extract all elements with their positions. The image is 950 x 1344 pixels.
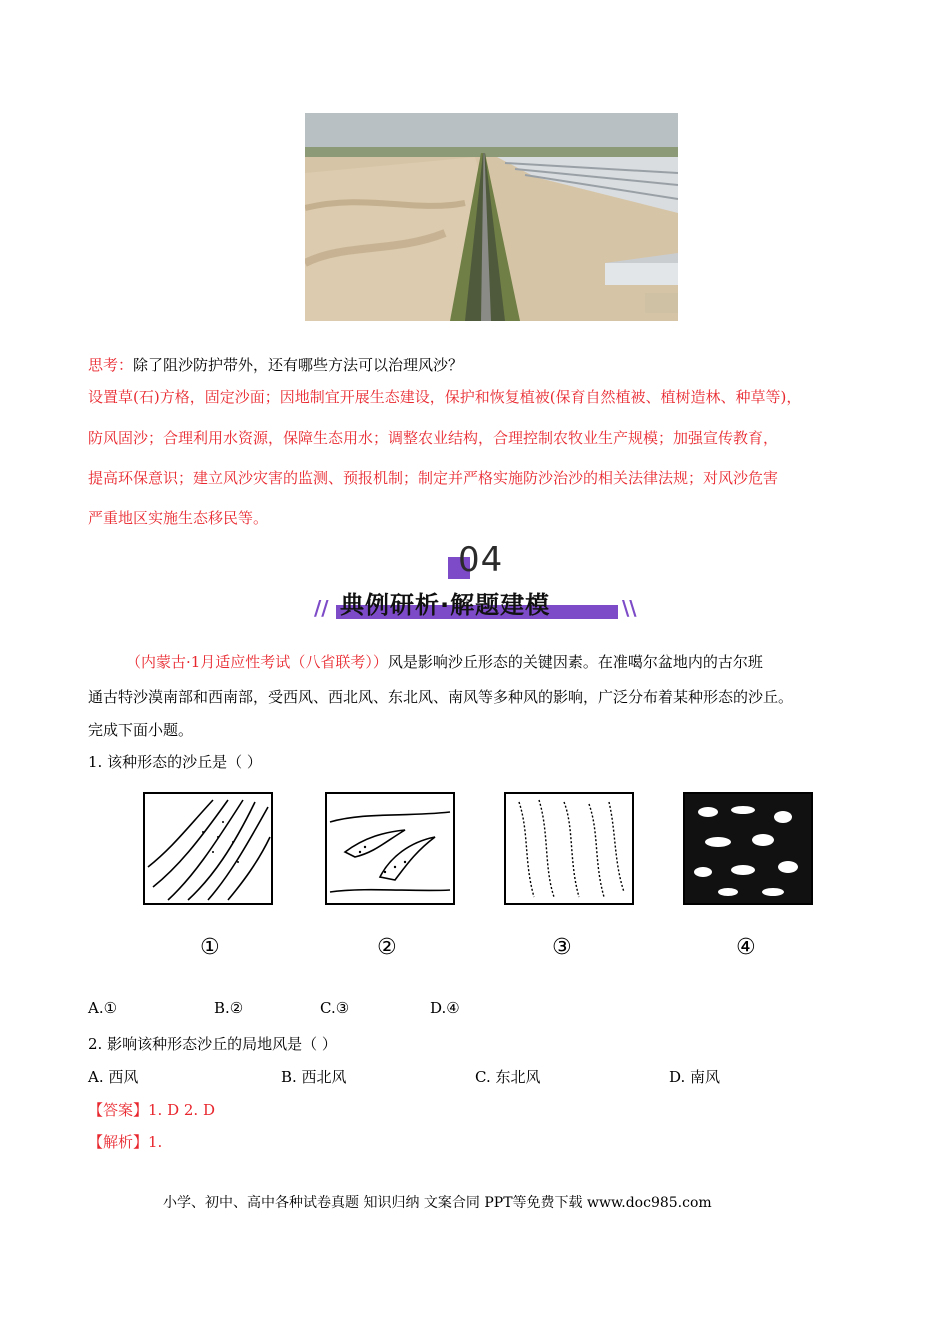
q2-option-a: A. 西风 bbox=[88, 1068, 139, 1086]
dune-sketch-3 bbox=[504, 792, 634, 905]
passage-line-2: 通古特沙漠南部和西南部，受西风、西北风、东北风、南风等多种风的影响，广泛分布着某种形态的沙丘。 bbox=[88, 688, 794, 706]
question-1-stem: 1. 该种形态的沙丘是（ ） bbox=[88, 753, 262, 771]
analysis-line bbox=[88, 1131, 162, 1152]
page-footer: 小学、初中、高中各种试卷真题 知识归纳 文案合同 PPT等免费下载 www.doc985.com bbox=[163, 1195, 712, 1211]
think-label: 思考： bbox=[88, 356, 134, 374]
passage-line-1 bbox=[126, 651, 763, 672]
dune-label-3: ③ bbox=[552, 935, 572, 960]
analysis-label: 【解析】 bbox=[88, 1133, 149, 1151]
think-answer-line-1: 设置草(石)方格，固定沙面；因地制宜开展生态建设，保护和恢复植被(保育自然植被、植树造林、种草等)， bbox=[88, 388, 802, 406]
q2-option-d: D. 南风 bbox=[669, 1068, 721, 1086]
q1-option-a: A.① bbox=[88, 999, 118, 1017]
analysis-text: 1. bbox=[148, 1133, 163, 1151]
desert-shelterbelt-photo bbox=[305, 113, 678, 321]
think-prompt bbox=[88, 354, 463, 375]
dune-label-2: ② bbox=[377, 935, 397, 960]
think-question: 除了阻沙防护带外，还有哪些方法可以治理风沙？ bbox=[133, 356, 464, 374]
dune-sketch-4 bbox=[683, 792, 813, 905]
dune-sketch-2 bbox=[325, 792, 455, 905]
section-number: 04 bbox=[458, 540, 504, 580]
passage-source: （内蒙古·1月适应性考试（八省联考）） bbox=[126, 653, 388, 671]
answer-text: 1. D 2. D bbox=[148, 1101, 215, 1119]
answer-label: 【答案】 bbox=[88, 1101, 149, 1119]
think-answer-line-2: 防风固沙；合理利用水资源，保障生态用水；调整农业结构，合理控制农牧业生产规模；加强宣传教育， bbox=[88, 429, 779, 447]
passage-intro: 风是影响沙丘形态的关键因素。在准噶尔盆地内的古尔班 bbox=[387, 653, 763, 671]
q1-option-d: D.④ bbox=[430, 999, 460, 1017]
q1-option-b: B.② bbox=[214, 999, 244, 1017]
q1-option-c: C.③ bbox=[320, 999, 350, 1017]
q2-option-c: C. 东北风 bbox=[475, 1068, 541, 1086]
section-deco-left: // bbox=[314, 596, 329, 620]
think-answer-line-4: 严重地区实施生态移民等。 bbox=[88, 509, 269, 527]
q2-option-b: B. 西北风 bbox=[281, 1068, 347, 1086]
dune-sketch-1 bbox=[143, 792, 273, 905]
answer-line bbox=[88, 1099, 215, 1120]
section-title: 典例研析·解题建模 bbox=[340, 591, 551, 619]
think-answer-line-3: 提高环保意识；建立风沙灾害的监测、预报机制；制定并严格实施防沙治沙的相关法律法规；对风沙危害 bbox=[88, 469, 779, 487]
dune-label-4: ④ bbox=[736, 935, 756, 960]
passage-line-3: 完成下面小题。 bbox=[88, 721, 194, 739]
question-2-stem: 2. 影响该种形态沙丘的局地风是（ ） bbox=[88, 1035, 337, 1053]
section-deco-right: \\ bbox=[622, 596, 637, 620]
dune-label-1: ① bbox=[200, 935, 220, 960]
